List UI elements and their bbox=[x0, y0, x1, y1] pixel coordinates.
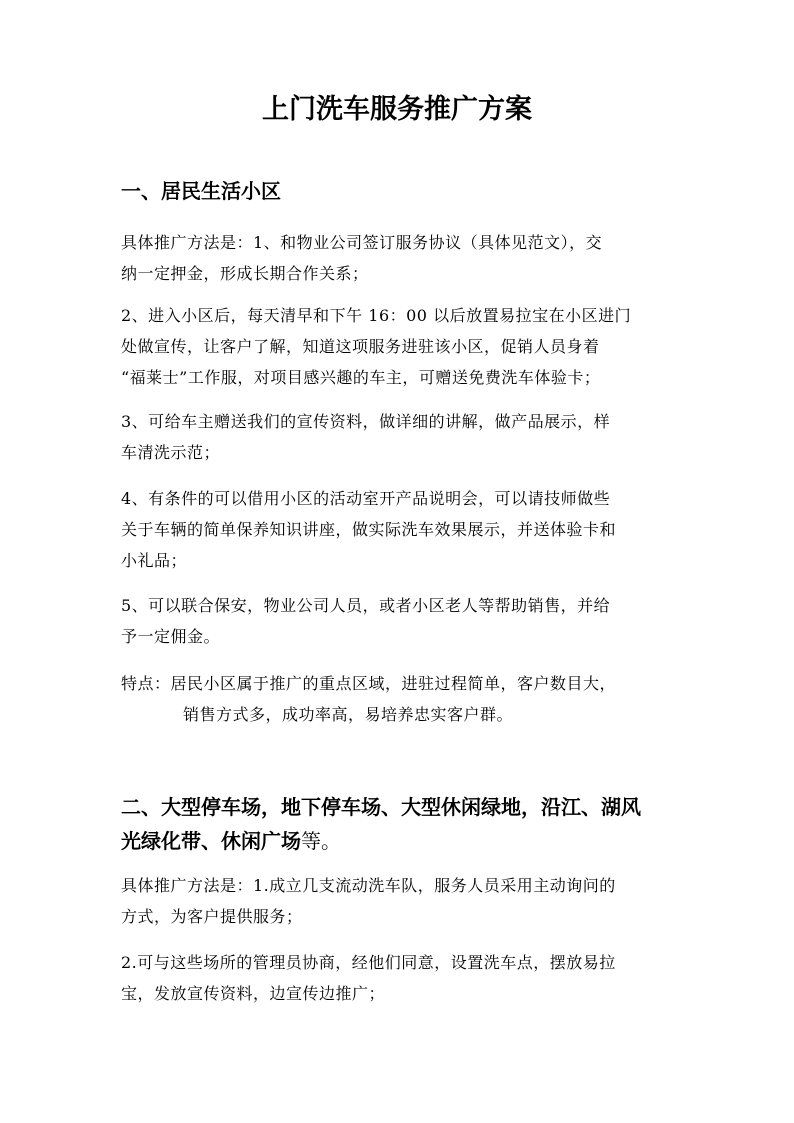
section-1-heading-text: 一、居民生活小区 bbox=[121, 179, 281, 203]
section-1-feature bbox=[121, 668, 675, 730]
section-1-paragraph-4 bbox=[121, 483, 675, 576]
text-line: 处做宣传，让客户了解，知道这项服务进驻该小区，促销人员身着 bbox=[121, 337, 600, 356]
text-line: 特点：居民小区属于推广的重点区域，进驻过程简单，客户数目大， bbox=[121, 674, 617, 693]
text-line: 3、可给车主赠送我们的宣传资料，做详细的讲解，做产品展示，样 bbox=[121, 412, 611, 431]
section-1-heading bbox=[121, 174, 681, 208]
document-title: 上门洗车服务推广方案 bbox=[262, 94, 532, 125]
section-1-paragraph-3 bbox=[121, 406, 675, 468]
text-line: “福莱士”工作服，对项目感兴趣的车主，可赠送免费洗车体验卡； bbox=[121, 368, 601, 387]
section-2-paragraph-1 bbox=[121, 870, 675, 932]
text-line: 4、有条件的可以借用小区的活动室开产品说明会，可以请技师做些 bbox=[121, 489, 611, 508]
text-line: 纳一定押金，形成长期合作关系； bbox=[121, 264, 369, 283]
text-line: 销售方式多，成功率高，易培养忠实客户群。 bbox=[183, 705, 514, 724]
section-2-heading-line-2: 光绿化带、休闲广场 bbox=[121, 829, 301, 853]
text-line: 5、可以联合保安，物业公司人员，或者小区老人等帮助销售，并给 bbox=[121, 596, 611, 615]
text-line: 予一定佣金。 bbox=[121, 627, 221, 646]
text-line: 小礼品； bbox=[121, 551, 188, 570]
text-line: 具体推广方法是：1.成立几支流动洗车队，服务人员采用主动询问的 bbox=[121, 876, 616, 895]
text-line: 具体推广方法是：1、和物业公司签订服务协议（具体见范文），交 bbox=[121, 233, 603, 252]
text-line: 宝，发放宣传资料，边宣传边推广； bbox=[121, 984, 386, 1003]
section-1-paragraph-2 bbox=[121, 300, 675, 393]
text-line: 方式，为客户提供服务； bbox=[121, 907, 303, 926]
section-2-heading-suffix: 等。 bbox=[301, 829, 341, 853]
text-line: 2、进入小区后，每天清早和下午 16：00 以后放置易拉宝在小区进门 bbox=[121, 306, 632, 325]
section-2-paragraph-2 bbox=[121, 947, 675, 1009]
text-line: 2.可与这些场所的管理员协商，经他们同意，设置洗车点，摆放易拉 bbox=[121, 953, 616, 972]
section-2-heading-line-1: 二、大型停车场，地下停车场、大型休闲绿地，沿江、湖风 bbox=[121, 795, 641, 819]
text-line: 车清洗示范； bbox=[121, 443, 221, 462]
section-2-heading bbox=[121, 790, 681, 858]
section-1-paragraph-1 bbox=[121, 227, 675, 289]
section-1-paragraph-5 bbox=[121, 590, 675, 652]
text-line: 关于车辆的简单保养知识讲座，做实际洗车效果展示，并送体验卡和 bbox=[121, 520, 617, 539]
